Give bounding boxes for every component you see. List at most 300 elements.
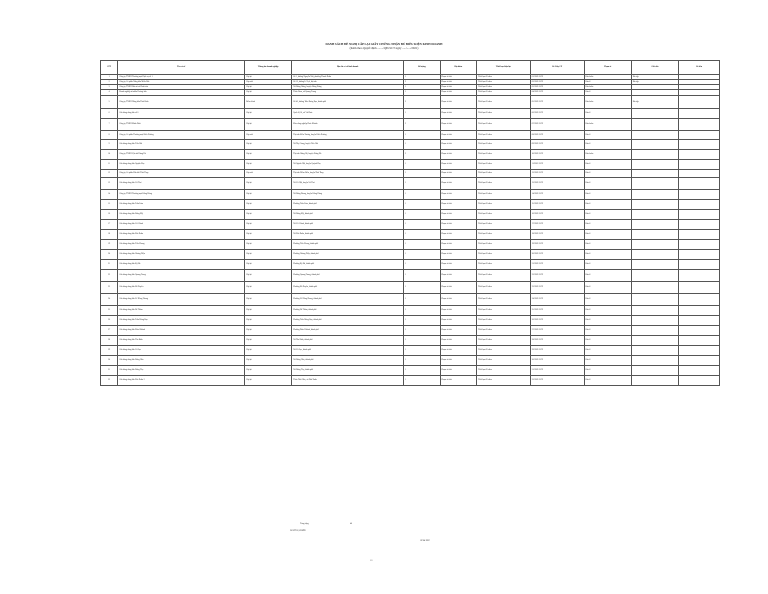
cell-scope: Bán lẻ (584, 230, 631, 240)
cell-note (631, 190, 678, 200)
cell-note (631, 260, 678, 270)
cell-empty (679, 336, 720, 346)
table-row (101, 316, 720, 326)
cell-note (631, 230, 678, 240)
cell-location: Phạm vi tỉnh (440, 230, 477, 240)
cell-address: Phường Hoàng Diệu, thành phố (292, 250, 404, 260)
cell-duration: Thời hạn 05 năm (477, 336, 531, 346)
cell-note (631, 109, 678, 119)
cell-address: Xã Đông Hòa, thành phố (292, 356, 404, 366)
cell-name: Cửa hàng xăng dầu Bồ Xuyên (118, 282, 245, 294)
cell-note (631, 220, 678, 230)
cell-note (631, 131, 678, 140)
cell-number: 27/2021/GCN (530, 326, 584, 336)
cell-info: Cấp lại (244, 119, 291, 131)
cell-stt: 12 (101, 170, 118, 178)
cell-location: Phạm vi tỉnh (440, 200, 477, 210)
cell-location: Phạm vi tỉnh (440, 90, 477, 96)
cell-qty: 2 (404, 80, 441, 85)
cell-address: Quốc lộ 10, xã Vũ Phúc (292, 109, 404, 119)
cell-stt: 18 (101, 230, 118, 240)
cell-duration: Thời hạn 05 năm (477, 210, 531, 220)
cell-qty: 1 (404, 200, 441, 210)
cell-scope: Bán buôn (584, 150, 631, 160)
cell-qty: 1 (404, 210, 441, 220)
cell-stt: 9 (101, 140, 118, 150)
cell-address: Xã Phú Xuân, thành phố (292, 230, 404, 240)
cell-scope: Bán lẻ (584, 178, 631, 190)
cell-duration: Thời hạn 05 năm (477, 80, 531, 85)
cell-duration: Thời hạn 05 năm (477, 306, 531, 316)
cell-name: Doanh nghiệp tư nhân Hoàng Anh (118, 90, 245, 96)
cell-address: Xã Đông Thọ, thành phố (292, 366, 404, 376)
cell-info: Cấp lại (244, 230, 291, 240)
cell-qty: 1 (404, 306, 441, 316)
cell-address: Phường Bồ Xuyên, thành phố (292, 282, 404, 294)
cell-info: Cấp lại (244, 85, 291, 90)
cell-scope: Bán lẻ (584, 140, 631, 150)
cell-note (631, 326, 678, 336)
table-row (101, 326, 720, 336)
cell-address: Số 12, đường Lê Lợi, thị trấn (292, 80, 404, 85)
cell-number: 11/2021/GCN (530, 160, 584, 170)
cell-location: Phạm vi tỉnh (440, 240, 477, 250)
table-header-row (101, 61, 720, 75)
cell-stt: 27 (101, 326, 118, 336)
cell-name: Cửa hàng xăng dầu Quang Trung (118, 270, 245, 282)
cell-empty (679, 150, 720, 160)
cell-scope: Bán lẻ (584, 346, 631, 356)
cell-address: Phường Kỳ Bá, thành phố (292, 260, 404, 270)
cell-duration: Thời hạn 05 năm (477, 294, 531, 306)
cell-scope: Bán lẻ (584, 260, 631, 270)
cell-stt: 7 (101, 119, 118, 131)
cell-address: Phường Phúc Khánh, thành phố (292, 326, 404, 336)
cell-duration: Thời hạn 05 năm (477, 119, 531, 131)
cell-name: Cửa hàng xăng dầu Tiền Phong (118, 240, 245, 250)
cell-note (631, 200, 678, 210)
cell-stt: 19 (101, 240, 118, 250)
cell-number: 21/2021/GCN (530, 260, 584, 270)
table-row (101, 336, 720, 346)
cell-stt: 23 (101, 282, 118, 294)
table-row (101, 96, 720, 109)
cell-name: Cửa hàng xăng dầu Quỳnh Phụ (118, 160, 245, 170)
cell-address: Số 45, đường Trần Hưng Đạo, thành phố (292, 96, 404, 109)
cell-location: Phạm vi tỉnh (440, 376, 477, 386)
cell-empty (679, 346, 720, 356)
cell-number: 04/2021/GCN (530, 90, 584, 96)
cell-info: Cấp lại (244, 294, 291, 306)
cell-empty (679, 190, 720, 200)
table-row (101, 131, 720, 140)
cell-qty: 1 (404, 109, 441, 119)
table-row (101, 150, 720, 160)
cell-duration: Thời hạn 05 năm (477, 230, 531, 240)
cell-name: Cửa hàng xăng dầu Phú Xuân 2 (118, 376, 245, 386)
cell-number: 15/2021/GCN (530, 200, 584, 210)
cell-location: Phạm vi tỉnh (440, 220, 477, 230)
cell-stt: 13 (101, 178, 118, 190)
cell-empty (679, 210, 720, 220)
cell-number: 12/2021/GCN (530, 170, 584, 178)
cell-scope: Bán lẻ (584, 282, 631, 294)
cell-number: 19/2021/GCN (530, 240, 584, 250)
cell-number: 03/2021/GCN (530, 85, 584, 90)
cell-duration: Thời hạn 05 năm (477, 150, 531, 160)
cell-qty: 1 (404, 220, 441, 230)
cell-address: Xã Vũ Hội, huyện Vũ Thư (292, 178, 404, 190)
total-label: Tổng cộng (300, 523, 309, 525)
cell-name: Công ty TNHH Vận tải Hưng Hà (118, 150, 245, 160)
cell-name: Cửa hàng xăng dầu Kỳ Bá (118, 260, 245, 270)
cell-scope: Bán lẻ (584, 306, 631, 316)
cell-stt: 5 (101, 96, 118, 109)
cell-qty: 1 (404, 240, 441, 250)
cell-info: Cấp lại (244, 376, 291, 386)
cell-stt: 28 (101, 336, 118, 346)
cell-scope: Bán lẻ (584, 131, 631, 140)
cell-number: 26/2021/GCN (530, 316, 584, 326)
cell-note (631, 316, 678, 326)
cell-qty: 1 (404, 131, 441, 140)
cell-scope: Bán lẻ (584, 356, 631, 366)
cell-info: Cấp lại (244, 190, 291, 200)
cell-info: Cấp lại (244, 260, 291, 270)
cell-name: Cửa hàng xăng dầu Vũ Chính (118, 220, 245, 230)
cell-qty: 1 (404, 282, 441, 294)
cell-name: Công ty TNHH Thương mại Đông Hưng (118, 190, 245, 200)
cell-stt: 3 (101, 85, 118, 90)
cell-number: 13/2021/GCN (530, 178, 584, 190)
cell-qty: 1 (404, 178, 441, 190)
cell-location: Phạm vi tỉnh (440, 294, 477, 306)
cell-number: 07/2021/GCN (530, 119, 584, 131)
table-row (101, 178, 720, 190)
cell-scope: Bán lẻ (584, 190, 631, 200)
cell-duration: Thời hạn 05 năm (477, 260, 531, 270)
cell-stt: 25 (101, 306, 118, 316)
cell-info: Cấp lại (244, 366, 291, 376)
document-subtitle: (Kèm theo Quyết định ......../QĐ-SCT ngày ...../...../2021) (349, 46, 419, 50)
cell-location: Phạm vi tỉnh (440, 75, 477, 80)
cell-info: Cấp lại (244, 326, 291, 336)
cell-empty (679, 240, 720, 250)
cell-location: Phạm vi tỉnh (440, 306, 477, 316)
cell-name: Cửa hàng xăng dầu Tân Bình (118, 336, 245, 346)
cell-address: Thị trấn Diêm Điền, huyện Thái Thụy (292, 170, 404, 178)
cell-number: 28/2021/GCN (530, 336, 584, 346)
cell-duration: Thời hạn 05 năm (477, 316, 531, 326)
cell-address: Xã Đông Hưng, huyện Đông Hưng (292, 85, 404, 90)
cell-name: Công ty TNHH Minh Phát (118, 119, 245, 131)
cell-location: Phạm vi tỉnh (440, 260, 477, 270)
table-row (101, 346, 720, 356)
cell-info: Cấp lại (244, 250, 291, 260)
cell-empty (679, 140, 720, 150)
cell-duration: Thời hạn 05 năm (477, 376, 531, 386)
cell-info: Cấp lại (244, 178, 291, 190)
cell-location: Phạm vi tỉnh (440, 210, 477, 220)
cell-duration: Thời hạn 05 năm (477, 240, 531, 250)
cell-location: Phạm vi tỉnh (440, 346, 477, 356)
cell-scope: Bán lẻ (584, 160, 631, 170)
cell-location: Phạm vi tỉnh (440, 366, 477, 376)
cell-stt: 21 (101, 260, 118, 270)
cell-qty: 1 (404, 190, 441, 200)
cell-duration: Thời hạn 05 năm (477, 366, 531, 376)
table-row (101, 220, 720, 230)
cell-qty: 1 (404, 90, 441, 96)
cell-empty (679, 366, 720, 376)
cell-scope: Bán lẻ (584, 90, 631, 96)
cell-duration: Thời hạn 05 năm (477, 170, 531, 178)
cell-number: 06/2021/GCN (530, 109, 584, 119)
cell-address: Xã Đông Mỹ, thành phố (292, 210, 404, 220)
cell-stt: 14 (101, 190, 118, 200)
cell-info: Cấp lại (244, 220, 291, 230)
cell-scope: Bán lẻ (584, 366, 631, 376)
cell-stt: 32 (101, 376, 118, 386)
cell-address: Xã Tân Bình, thành phố (292, 336, 404, 346)
cell-empty (679, 131, 720, 140)
cell-scope: Bán lẻ (584, 240, 631, 250)
page-number: 1/1 (370, 560, 373, 562)
cell-duration: Thời hạn 05 năm (477, 220, 531, 230)
cell-scope: Bán lẻ (584, 80, 631, 85)
column-header: Địa điểm (440, 61, 477, 75)
cell-location: Phạm vi tỉnh (440, 356, 477, 366)
cell-duration: Thời hạn 05 năm (477, 96, 531, 109)
cell-address: Thôn Nam, xã Quang Trung (292, 90, 404, 96)
cell-scope: Bán lẻ (584, 270, 631, 282)
cell-qty: 1 (404, 316, 441, 326)
cell-address: Xã Vũ Chính, thành phố (292, 220, 404, 230)
cell-number: 25/2021/GCN (530, 306, 584, 316)
table-row (101, 270, 720, 282)
cell-address: Xã Quỳnh Hội, huyện Quỳnh Phụ (292, 160, 404, 170)
cell-empty (679, 316, 720, 326)
cell-name: Cửa hàng xăng dầu Đông Thọ (118, 366, 245, 376)
cell-number: 09/2021/GCN (530, 140, 584, 150)
cell-qty: 1 (404, 356, 441, 366)
cell-scope: Bán lẻ (584, 376, 631, 386)
cell-scope: Bán lẻ (584, 109, 631, 119)
cell-empty (679, 200, 720, 210)
cell-number: 31/2021/GCN (530, 366, 584, 376)
table-row (101, 190, 720, 200)
cell-number: 10/2021/GCN (530, 150, 584, 160)
table-row (101, 160, 720, 170)
cell-name: Cửa hàng xăng dầu Đề Thám (118, 306, 245, 316)
table-row (101, 170, 720, 178)
cell-qty: 1 (404, 170, 441, 178)
cell-scope: Bán buôn (584, 119, 631, 131)
cell-info: Cấp lại (244, 240, 291, 250)
cell-location: Phạm vi tỉnh (440, 190, 477, 200)
cell-location: Phạm vi tỉnh (440, 85, 477, 90)
cell-name: Cửa hàng xăng dầu Phú Xuân (118, 230, 245, 240)
cell-scope: Bán lẻ (584, 316, 631, 326)
cell-location: Phạm vi tỉnh (440, 270, 477, 282)
cell-info: Cấp lại (244, 140, 291, 150)
cell-info: Cấp lại (244, 282, 291, 294)
cell-empty (679, 294, 720, 306)
cell-number: 32/2021/GCN (530, 376, 584, 386)
cell-empty (679, 306, 720, 316)
cell-number: 16/2021/GCN (530, 210, 584, 220)
cell-empty (679, 250, 720, 260)
cell-empty (679, 109, 720, 119)
cell-note (631, 282, 678, 294)
table-row (101, 356, 720, 366)
cell-note (631, 250, 678, 260)
cell-location: Phạm vi tỉnh (440, 250, 477, 260)
cell-info: Cấp lại (244, 316, 291, 326)
cell-stt: 15 (101, 200, 118, 210)
cell-scope: Bán lẻ (584, 250, 631, 260)
cell-name: Cửa hàng xăng dầu Tiền Hải (118, 140, 245, 150)
signature-left: NGƯỜI LẬP BIỂU (290, 530, 306, 532)
cell-qty: 1 (404, 260, 441, 270)
cell-scope: Bán lẻ (584, 170, 631, 178)
cell-qty: 1 (404, 75, 441, 80)
column-header: Ghi chú (631, 61, 678, 75)
cell-location: Phạm vi tỉnh (440, 326, 477, 336)
cell-info: Cấp lại (244, 306, 291, 316)
cell-qty: 1 (404, 160, 441, 170)
cell-name: Công ty Cổ phần Thương mại Kiến Xương (118, 131, 245, 140)
cell-name: Cửa hàng xăng dầu Trần Hưng Đạo (118, 316, 245, 326)
cell-name: Cửa hàng xăng dầu số 6 (118, 109, 245, 119)
cell-name: Cửa hàng xăng dầu Đông Mỹ (118, 210, 245, 220)
cell-address: Phường Đề Thám, thành phố (292, 306, 404, 316)
cell-qty: 1 (404, 250, 441, 260)
cell-address: Phường Trần Lãm, thành phố (292, 200, 404, 210)
cell-duration: Thời hạn 05 năm (477, 190, 531, 200)
cell-duration: Thời hạn 05 năm (477, 75, 531, 80)
cell-note (631, 178, 678, 190)
cell-location: Phạm vi tỉnh (440, 160, 477, 170)
cell-info: Cấp lại (244, 75, 291, 80)
cell-location: Phạm vi tỉnh (440, 131, 477, 140)
table-row (101, 282, 720, 294)
cell-info: Cấp lại (244, 109, 291, 119)
column-header: Tên cơ sở (118, 61, 245, 75)
cell-name: Cửa hàng xăng dầu Phúc Khánh (118, 326, 245, 336)
table-row (101, 109, 720, 119)
cell-empty (679, 170, 720, 178)
cell-empty (679, 376, 720, 386)
cell-note (631, 270, 678, 282)
cell-info: Cấp lại (244, 270, 291, 282)
cell-qty: 1 (404, 366, 441, 376)
column-header: Số tiền (679, 61, 720, 75)
cell-duration: Thời hạn 05 năm (477, 250, 531, 260)
cell-qty: 1 (404, 294, 441, 306)
cell-info: Cấp lại (244, 200, 291, 210)
table-row (101, 119, 720, 131)
cell-stt: 8 (101, 131, 118, 140)
cell-stt: 24 (101, 294, 118, 306)
cell-address: Thị trấn Hưng Hà, huyện Hưng Hà (292, 150, 404, 160)
cell-scope: Bán lẻ (584, 210, 631, 220)
cell-location: Phạm vi tỉnh (440, 109, 477, 119)
cell-note (631, 150, 678, 160)
cell-qty: 1 (404, 326, 441, 336)
cell-scope: Bán buôn (584, 75, 631, 80)
cell-stt: 26 (101, 316, 118, 326)
cell-name: Công ty Cổ phần Dầu khí Thái Thụy (118, 170, 245, 178)
cell-note (631, 240, 678, 250)
cell-note (631, 160, 678, 170)
cell-duration: Thời hạn 05 năm (477, 200, 531, 210)
cell-note (631, 336, 678, 346)
cell-empty (679, 282, 720, 294)
cell-empty (679, 260, 720, 270)
cell-qty: 2 (404, 119, 441, 131)
cell-info: Cấp lại (244, 150, 291, 160)
cell-note (631, 306, 678, 316)
cell-note (631, 356, 678, 366)
cell-duration: Thời hạn 05 năm (477, 282, 531, 294)
cell-duration: Thời hạn 05 năm (477, 90, 531, 96)
cell-empty (679, 160, 720, 170)
table-row (101, 294, 720, 306)
cell-qty: 1 (404, 346, 441, 356)
cell-duration: Thời hạn 05 năm (477, 109, 531, 119)
cell-name: Công ty TNHH Đầu tư và Phát triển (118, 85, 245, 90)
column-header: Số lượng (404, 61, 441, 75)
cell-stt: 6 (101, 109, 118, 119)
cell-address: Phường Trần Hưng Đạo, thành phố (292, 316, 404, 326)
cell-location: Phạm vi tỉnh (440, 316, 477, 326)
cell-stt: 31 (101, 366, 118, 376)
cell-note (631, 210, 678, 220)
cell-location: Phạm vi tỉnh (440, 150, 477, 160)
cell-note (631, 294, 678, 306)
table-row (101, 250, 720, 260)
cell-name: Công ty TNHH Thương mại Dịch vụ số 1 (118, 75, 245, 80)
cell-stt: 17 (101, 220, 118, 230)
cell-number: 24/2021/GCN (530, 294, 584, 306)
signature-mid: GIÁM ĐỐC (420, 540, 431, 542)
cell-note: Đã nộp (631, 96, 678, 109)
cell-name: Cửa hàng xăng dầu Lê Hồng Phong (118, 294, 245, 306)
cell-duration: Thời hạn 05 năm (477, 85, 531, 90)
cell-qty: 1 (404, 230, 441, 240)
cell-empty (679, 230, 720, 240)
cell-note: Đã nộp (631, 80, 678, 85)
cell-address: Xã Tây Giang, huyện Tiền Hải (292, 140, 404, 150)
cell-location: Phạm vi tỉnh (440, 119, 477, 131)
total-value: 40 (350, 523, 352, 525)
cell-stt: 30 (101, 356, 118, 366)
cell-scope: Bán buôn (584, 85, 631, 90)
cell-stt: 10 (101, 150, 118, 160)
cell-info: Cấp mới (244, 80, 291, 85)
cell-scope: Bán lẻ (584, 294, 631, 306)
cell-number: 08/2021/GCN (530, 131, 584, 140)
cell-duration: Thời hạn 05 năm (477, 178, 531, 190)
cell-note (631, 346, 678, 356)
cell-name: Cửa hàng xăng dầu Đông Hòa (118, 356, 245, 366)
cell-qty: 3 (404, 96, 441, 109)
document-title: DANH SÁCH ĐỀ NGHỊ CẤP LẠI GIẤY CHỨNG NHẬN ĐỦ ĐIỀU KIỆN KINH DOANH (325, 42, 443, 46)
cell-scope: Bán buôn (584, 96, 631, 109)
cell-stt: 22 (101, 270, 118, 282)
cell-duration: Thời hạn 05 năm (477, 160, 531, 170)
